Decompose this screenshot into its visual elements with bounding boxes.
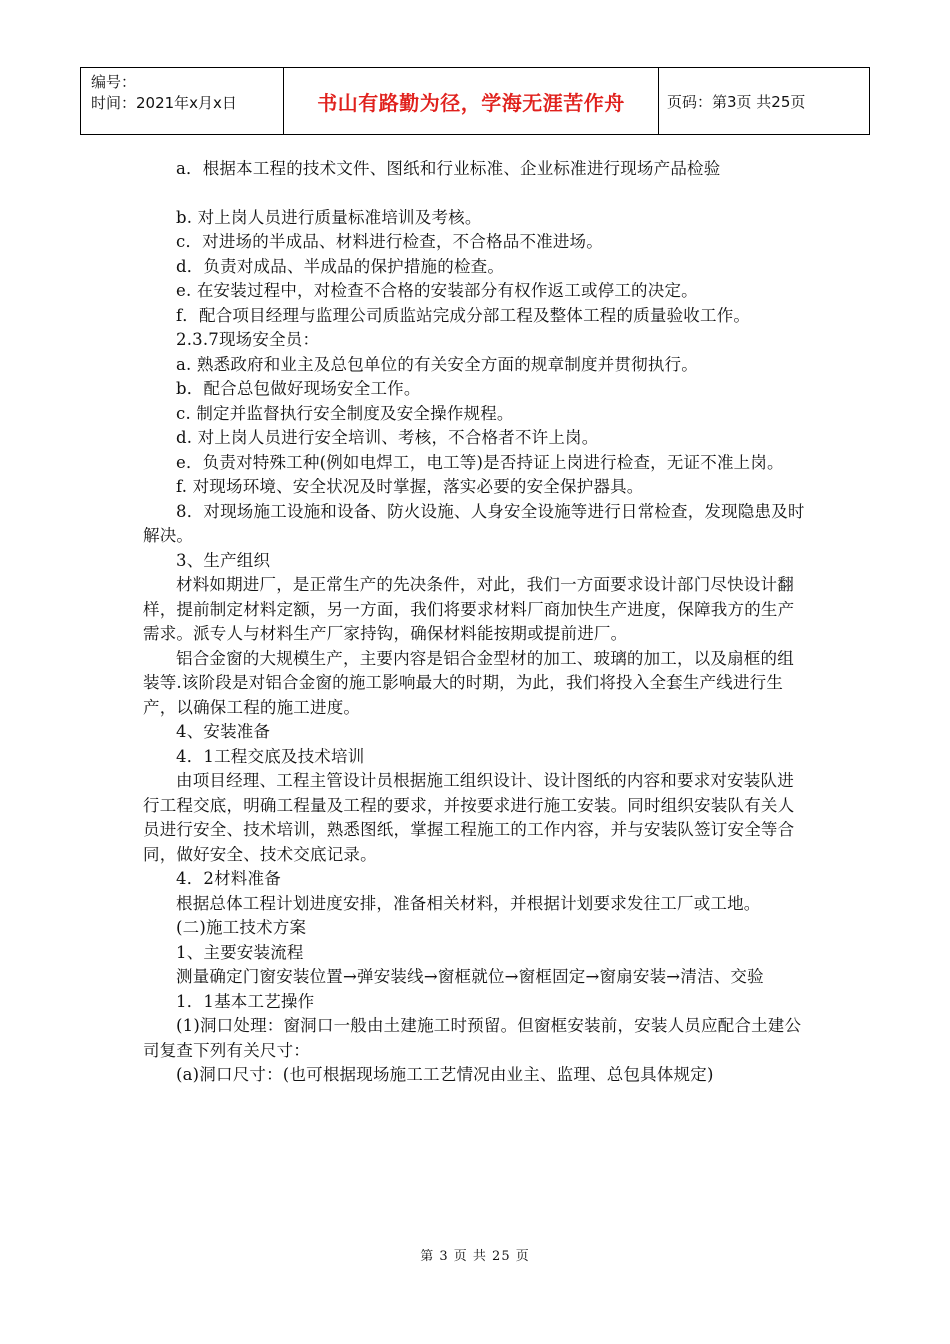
paragraph: c. 制定并监督执行安全制度及安全操作规程。 xyxy=(176,403,514,423)
paragraph: f．配合项目经理与监理公司质监站完成分部工程及整体工程的质量验收工作。 xyxy=(176,305,751,325)
header-page-cell xyxy=(659,68,869,134)
page-footer: 第 3 页 共 25 页 xyxy=(420,1249,530,1264)
header-table xyxy=(80,67,870,135)
paragraph: f. 对现场环境、安全状况及时掌握，落实必要的安全保护器具。 xyxy=(176,477,644,496)
section-heading: (二)施工技术方案 xyxy=(176,918,307,937)
motto-text: 书山有路勤为径，学海无涯苦作舟 xyxy=(317,90,625,115)
paragraph: b. 对上岗人员进行质量标准培训及考核。 xyxy=(176,207,482,227)
paragraph: a. 熟悉政府和业主及总包单位的有关安全方面的规章制度并贯彻执行。 xyxy=(176,354,698,374)
section-heading: 3、生产组织 xyxy=(176,550,271,570)
header-meta xyxy=(81,68,284,134)
section-heading: 1、主要安装流程 xyxy=(176,942,304,962)
section-heading: 2.3.7现场安全员： xyxy=(176,330,320,349)
section-heading: 4、安装准备 xyxy=(176,722,271,741)
paragraph: 材料如期进厂，是正常生产的先决条件，对此，我们一方面要求设计部门尽快设计翻样，提前制定材料定额，另一方面，我们将要求材料厂商加快生产进度，保障我方的生产需求。派专人与材料生产厂家持钩，确保材料能按期或提前进厂。 xyxy=(143,575,795,643)
section-heading: 4．2材料准备 xyxy=(176,869,281,888)
paragraph: 8．对现场施工设施和设备、防火设施、人身安全设施等进行日常检查，发现隐患及时解决。 xyxy=(143,501,805,545)
paragraph: 测量确定门窗安装位置→弹安装线→窗框就位→窗框固定→窗扇安装→清洁、交验 xyxy=(176,967,764,986)
section-heading: 4．1工程交底及技术培训 xyxy=(176,746,365,766)
header-motto-cell xyxy=(284,68,659,134)
paragraph: (1)洞口处理：窗洞口一般由土建施工时预留。但窗框安装前，安装人员应配合土建公司复查下列有关尺寸： xyxy=(143,1016,802,1060)
page-code: 页码：第3页 共25页 xyxy=(667,92,806,111)
paragraph: d．负责对成品、半成品的保护措施的检查。 xyxy=(176,256,505,276)
paragraph: 铝合金窗的大规模生产，主要内容是铝合金型材的加工、玻璃的加工，以及扇框的组装等.该阶段是对铝合金窗的施工影响最大的时期，为此，我们将投入全套生产线进行生产，以确保工程的施工进度。 xyxy=(143,648,794,717)
paragraph: 由项目经理、工程主管设计员根据施工组织设计、设计图纸的内容和要求对安装队进行工程交底，明确工程量及工程的要求，并按要求进行施工安装。同时组织安装队有关人员进行安全、技术培训，熟悉图纸，掌握工程施工的工作内容，并与安装队签订安全等合同，做好安全、技术交底记录。 xyxy=(143,771,795,864)
paragraph: c．对进场的半成品、材料进行检查，不合格品不准进场。 xyxy=(176,232,603,251)
paragraph: (a)洞口尺寸：(也可根据现场施工工艺情况由业主、监理、总包具体规定) xyxy=(176,1065,714,1084)
paragraph: e．负责对特殊工种(例如电焊工，电工等)是否持证上岗进行检查，无证不准上岗。 xyxy=(176,452,784,472)
section-heading: 1．1基本工艺操作 xyxy=(176,991,315,1011)
paragraph: d. 对上岗人员进行安全培训、考核，不合格者不许上岗。 xyxy=(176,428,599,447)
paragraph: e. 在安装过程中，对检查不合格的安装部分有权作返工或停工的决定。 xyxy=(176,281,698,300)
serial-number-label: 编号： xyxy=(91,73,137,91)
paragraph: 根据总体工程计划进度安排，准备相关材料，并根据计划要求发往工厂或工地。 xyxy=(176,893,761,913)
paragraph: b．配合总包做好现场安全工作。 xyxy=(176,379,421,398)
body-text xyxy=(143,157,807,1088)
paragraph: a．根据本工程的技术文件、图纸和行业标准、企业标准进行现场产品检验 xyxy=(176,159,721,178)
date-label: 时间：2021年x月x日 xyxy=(91,94,237,112)
